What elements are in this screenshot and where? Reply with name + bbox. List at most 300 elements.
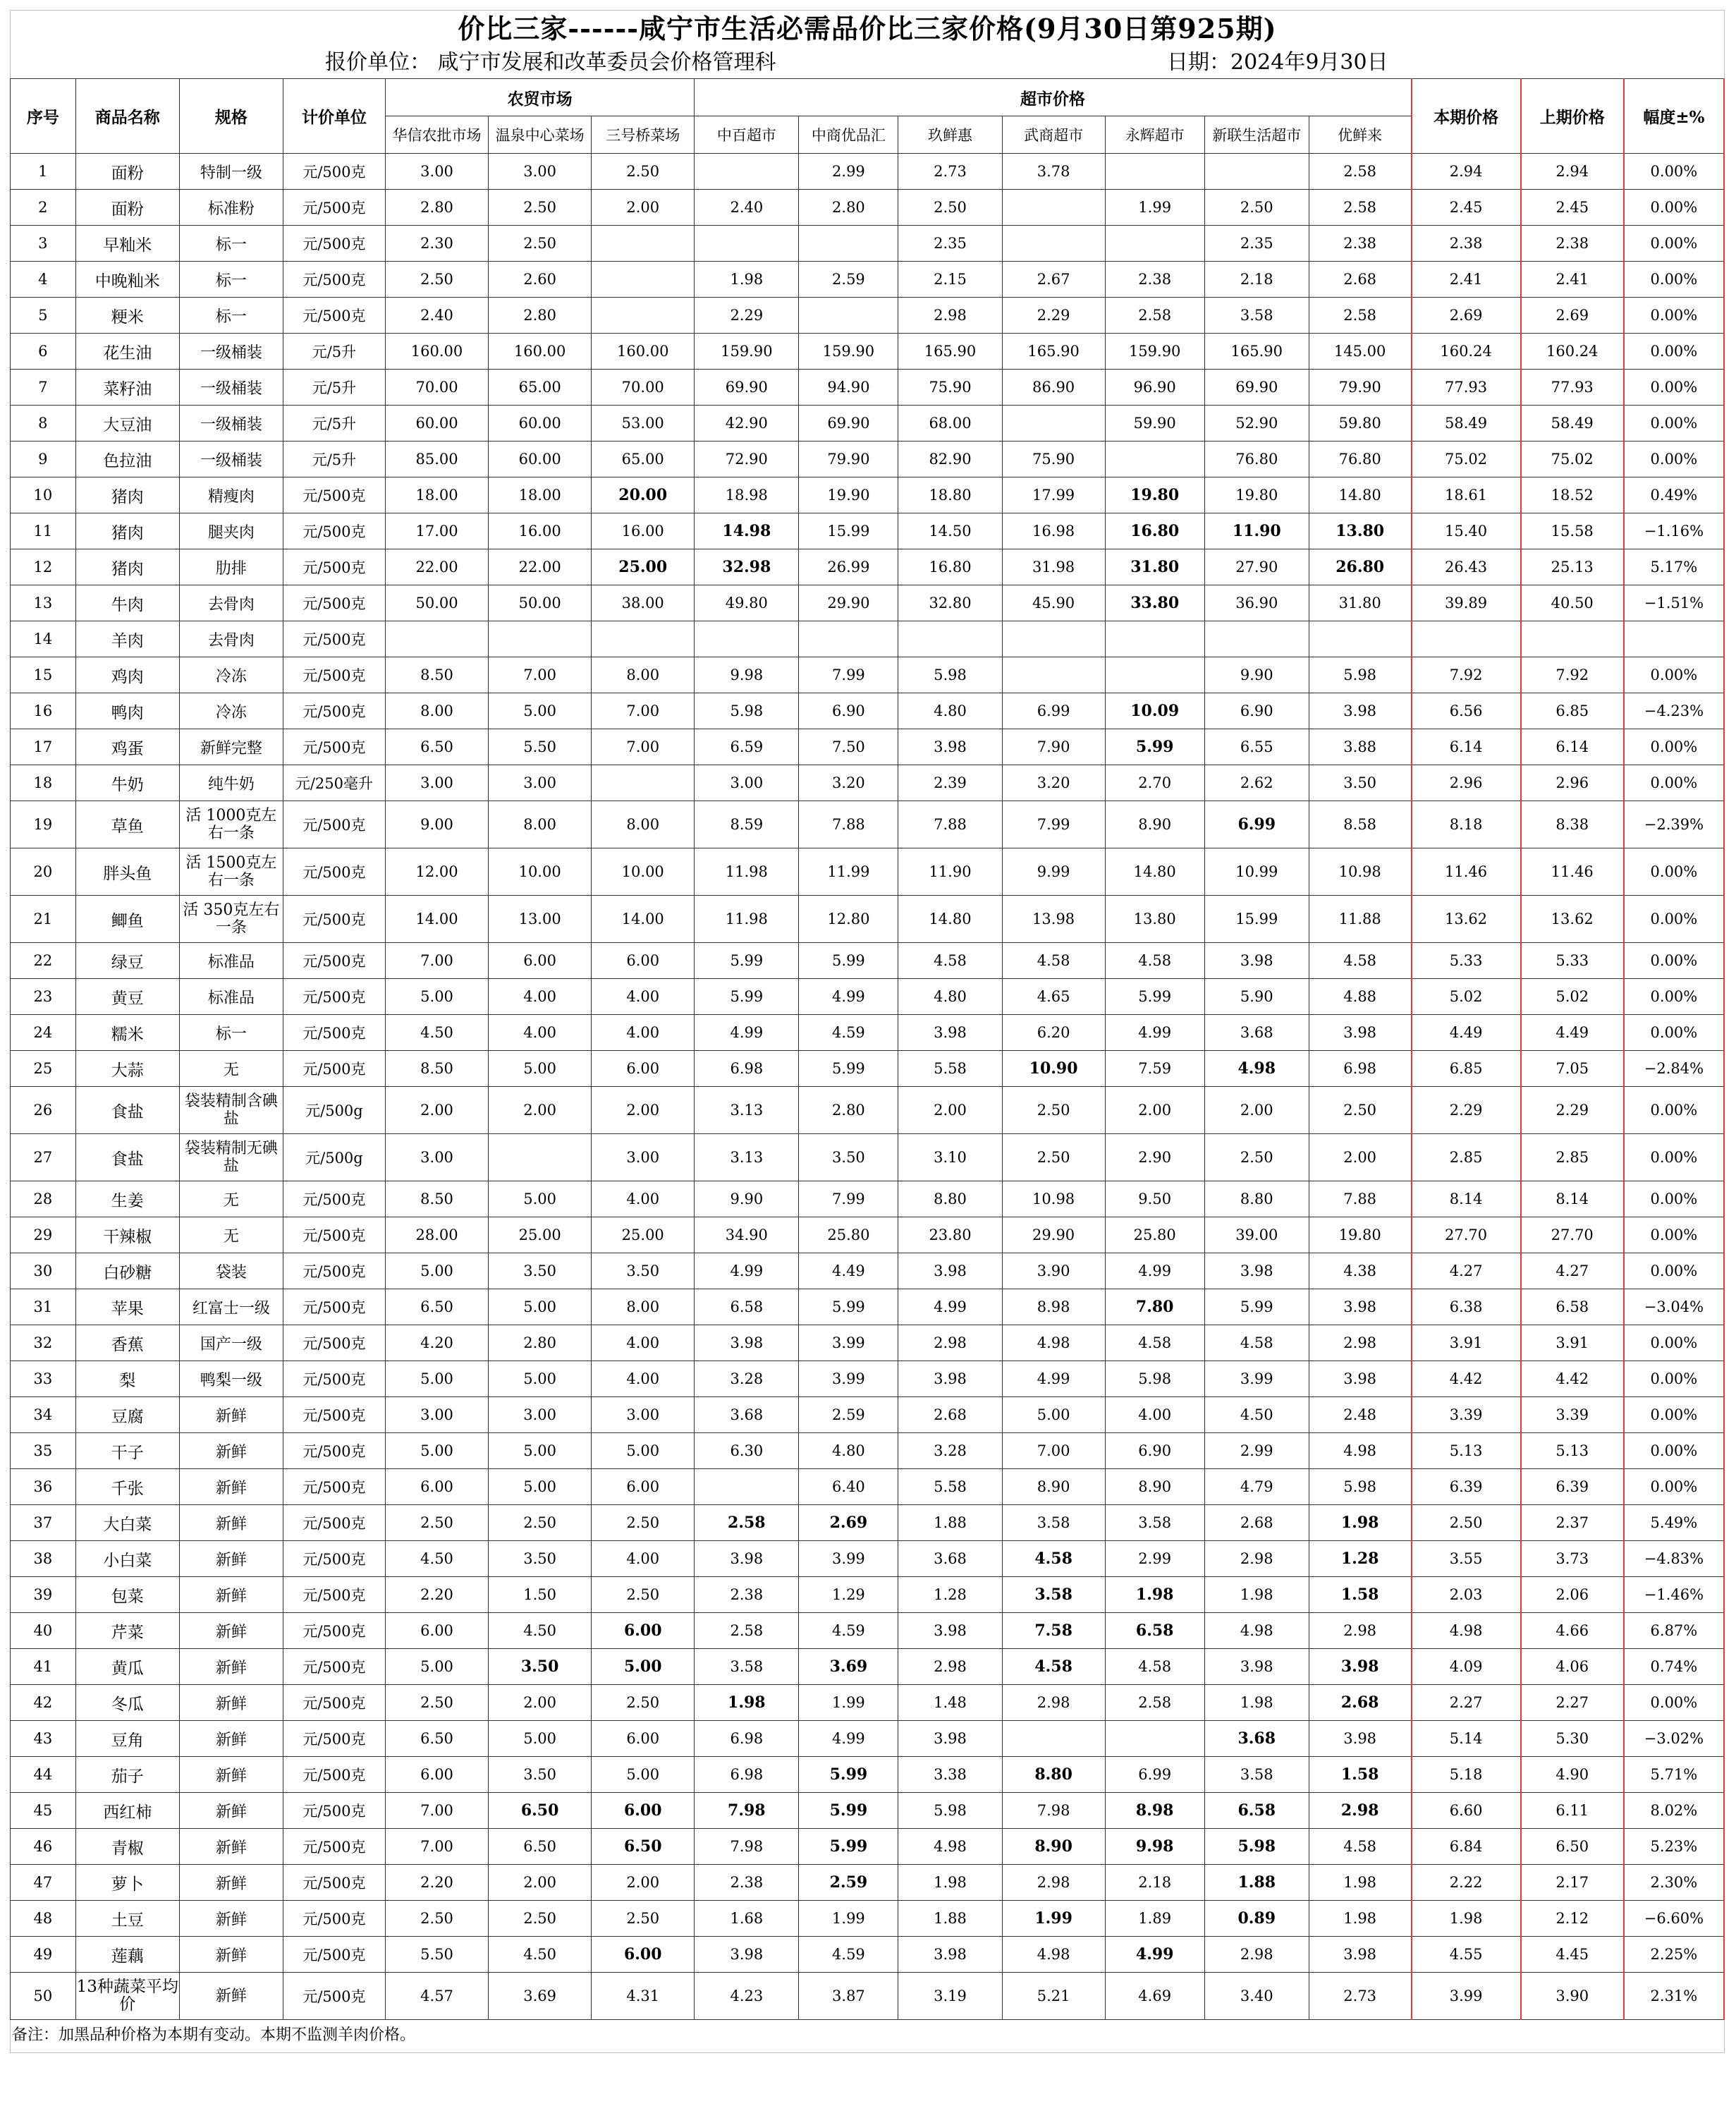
price-cell: 2.50 xyxy=(592,154,695,190)
price-cell: 76.80 xyxy=(1309,442,1411,477)
header-market-2: 三号桥菜场 xyxy=(592,116,695,154)
price-cell: 8.50 xyxy=(386,1181,489,1217)
current-price-cell: 6.84 xyxy=(1412,1829,1521,1865)
previous-price-cell: 6.58 xyxy=(1521,1289,1624,1325)
previous-price-cell: 11.46 xyxy=(1521,848,1624,896)
price-cell: 5.98 xyxy=(1309,1469,1411,1505)
price-cell: 12.80 xyxy=(799,896,898,943)
row-seq: 25 xyxy=(11,1051,76,1087)
row-unit: 元/5升 xyxy=(283,442,385,477)
price-cell: 6.00 xyxy=(592,1051,695,1087)
row-unit: 元/500克 xyxy=(283,979,385,1015)
price-cell: 4.65 xyxy=(1002,979,1105,1015)
previous-price-cell: 4.06 xyxy=(1521,1649,1624,1685)
price-cell: 6.59 xyxy=(695,729,799,765)
price-cell: 3.98 xyxy=(1309,693,1411,729)
row-unit: 元/500克 xyxy=(283,154,385,190)
price-cell: 5.00 xyxy=(489,1721,592,1757)
row-item-name: 面粉 xyxy=(75,190,179,226)
price-cell: 3.19 xyxy=(898,1973,1002,2020)
change-cell: −2.84% xyxy=(1624,1051,1724,1087)
price-cell: 160.00 xyxy=(386,334,489,370)
row-seq: 9 xyxy=(11,442,76,477)
price-cell xyxy=(1204,621,1309,657)
price-cell: 3.20 xyxy=(1002,765,1105,801)
header-market-3: 中百超市 xyxy=(695,116,799,154)
price-cell: 7.99 xyxy=(1002,801,1105,848)
header-spec: 规格 xyxy=(179,79,283,154)
price-cell: 18.80 xyxy=(898,477,1002,513)
reporting-unit: 报价单位： 咸宁市发展和改革委员会价格管理科 xyxy=(325,50,776,75)
row-unit: 元/500克 xyxy=(283,801,385,848)
current-price-cell: 15.40 xyxy=(1412,513,1521,549)
price-cell: 4.99 xyxy=(695,1253,799,1289)
price-cell: 5.99 xyxy=(695,943,799,979)
price-cell: 1.98 xyxy=(1105,1577,1204,1613)
row-spec: 新鲜 xyxy=(179,1649,283,1685)
price-cell: 10.99 xyxy=(1204,848,1309,896)
price-cell: 3.28 xyxy=(898,1433,1002,1469)
price-cell: 8.50 xyxy=(386,1051,489,1087)
price-cell: 31.98 xyxy=(1002,549,1105,585)
price-cell: 7.98 xyxy=(695,1829,799,1865)
price-cell: 5.99 xyxy=(1204,1289,1309,1325)
change-cell: 0.00% xyxy=(1624,262,1724,298)
row-spec: 新鲜 xyxy=(179,1685,283,1721)
row-item-name: 猪肉 xyxy=(75,513,179,549)
table-row xyxy=(11,765,1725,801)
row-seq: 42 xyxy=(11,1685,76,1721)
row-unit: 元/500克 xyxy=(283,298,385,334)
price-cell: 4.79 xyxy=(1204,1469,1309,1505)
price-cell: 4.58 xyxy=(1105,1325,1204,1361)
row-unit: 元/500克 xyxy=(283,621,385,657)
current-price-cell: 2.45 xyxy=(1412,190,1521,226)
price-cell: 2.80 xyxy=(489,298,592,334)
price-cell: 1.50 xyxy=(489,1577,592,1613)
current-price-cell: 5.18 xyxy=(1412,1757,1521,1793)
price-cell: 2.58 xyxy=(695,1613,799,1649)
price-cell: 4.00 xyxy=(592,1325,695,1361)
price-cell: 4.99 xyxy=(799,1721,898,1757)
row-seq: 13 xyxy=(11,585,76,621)
price-cell: 2.80 xyxy=(799,190,898,226)
table-row xyxy=(11,1325,1725,1361)
price-cell: 10.98 xyxy=(1309,848,1411,896)
row-item-name: 茄子 xyxy=(75,1757,179,1793)
price-cell: 5.00 xyxy=(1002,1397,1105,1433)
table-row xyxy=(11,1051,1725,1087)
price-cell: 159.90 xyxy=(1105,334,1204,370)
price-cell: 3.40 xyxy=(1204,1973,1309,2020)
price-cell: 3.98 xyxy=(898,1361,1002,1397)
price-cell: 6.40 xyxy=(799,1469,898,1505)
price-cell xyxy=(1002,190,1105,226)
price-cell: 2.00 xyxy=(386,1087,489,1134)
row-spec: 新鲜完整 xyxy=(179,729,283,765)
change-cell: 5.71% xyxy=(1624,1757,1724,1793)
price-cell: 34.90 xyxy=(695,1217,799,1253)
row-item-name: 白砂糖 xyxy=(75,1253,179,1289)
row-seq: 30 xyxy=(11,1253,76,1289)
row-item-name: 鸡蛋 xyxy=(75,729,179,765)
price-cell: 3.50 xyxy=(489,1541,592,1577)
row-item-name: 土豆 xyxy=(75,1901,179,1937)
change-cell: 5.23% xyxy=(1624,1829,1724,1865)
price-cell: 18.98 xyxy=(695,477,799,513)
price-cell xyxy=(592,226,695,262)
table-row xyxy=(11,298,1725,334)
price-cell xyxy=(898,621,1002,657)
table-row xyxy=(11,729,1725,765)
table-row xyxy=(11,1901,1725,1937)
price-cell xyxy=(592,765,695,801)
row-item-name: 青椒 xyxy=(75,1829,179,1865)
price-cell: 4.58 xyxy=(1105,1649,1204,1685)
price-cell xyxy=(592,621,695,657)
previous-price-cell: 2.27 xyxy=(1521,1685,1624,1721)
price-cell: 2.98 xyxy=(1309,1613,1411,1649)
price-cell: 4.00 xyxy=(592,1181,695,1217)
price-cell: 7.00 xyxy=(1002,1433,1105,1469)
table-row xyxy=(11,1685,1725,1721)
price-cell: 1.98 xyxy=(695,1685,799,1721)
price-cell: 3.98 xyxy=(898,1937,1002,1973)
price-cell: 159.90 xyxy=(799,334,898,370)
row-seq: 39 xyxy=(11,1577,76,1613)
current-price-cell: 3.99 xyxy=(1412,1973,1521,2020)
row-unit: 元/500克 xyxy=(283,1541,385,1577)
row-unit: 元/500克 xyxy=(283,477,385,513)
price-cell: 59.80 xyxy=(1309,406,1411,442)
price-cell: 8.80 xyxy=(1002,1757,1105,1793)
change-cell: 0.00% xyxy=(1624,370,1724,406)
row-unit: 元/500克 xyxy=(283,1649,385,1685)
price-cell: 2.50 xyxy=(386,1505,489,1541)
price-cell: 3.98 xyxy=(1309,1937,1411,1973)
row-spec: 新鲜 xyxy=(179,1793,283,1829)
price-cell: 94.90 xyxy=(799,370,898,406)
row-spec: 新鲜 xyxy=(179,1865,283,1901)
price-cell: 3.00 xyxy=(592,1134,695,1181)
price-cell: 3.98 xyxy=(1309,1361,1411,1397)
price-cell: 3.50 xyxy=(489,1649,592,1685)
price-cell: 160.00 xyxy=(489,334,592,370)
price-cell: 10.90 xyxy=(1002,1051,1105,1087)
price-cell: 25.00 xyxy=(489,1217,592,1253)
previous-price-cell: 3.91 xyxy=(1521,1325,1624,1361)
price-cell: 5.98 xyxy=(695,693,799,729)
row-item-name: 鲫鱼 xyxy=(75,896,179,943)
price-cell: 3.87 xyxy=(799,1973,898,2020)
price-cell: 2.98 xyxy=(898,1325,1002,1361)
previous-price-cell: 25.13 xyxy=(1521,549,1624,585)
price-cell: 2.98 xyxy=(1309,1325,1411,1361)
row-spec: 新鲜 xyxy=(179,1829,283,1865)
price-cell: 2.48 xyxy=(1309,1397,1411,1433)
price-cell: 5.99 xyxy=(799,943,898,979)
price-cell: 6.90 xyxy=(1204,693,1309,729)
price-cell: 4.99 xyxy=(1105,1015,1204,1051)
price-cell: 17.00 xyxy=(386,513,489,549)
price-cell xyxy=(799,621,898,657)
price-cell: 2.50 xyxy=(386,1685,489,1721)
row-item-name: 千张 xyxy=(75,1469,179,1505)
price-cell: 5.98 xyxy=(898,1793,1002,1829)
price-cell: 6.98 xyxy=(1309,1051,1411,1087)
price-cell xyxy=(695,1469,799,1505)
row-item-name: 大豆油 xyxy=(75,406,179,442)
row-item-name: 胖头鱼 xyxy=(75,848,179,896)
row-seq: 31 xyxy=(11,1289,76,1325)
row-unit: 元/500克 xyxy=(283,1469,385,1505)
price-cell: 2.68 xyxy=(1309,262,1411,298)
price-cell: 4.50 xyxy=(489,1613,592,1649)
price-cell: 1.98 xyxy=(695,262,799,298)
table-row xyxy=(11,262,1725,298)
row-seq: 21 xyxy=(11,896,76,943)
row-seq: 11 xyxy=(11,513,76,549)
previous-price-cell: 2.38 xyxy=(1521,226,1624,262)
row-unit: 元/500克 xyxy=(283,1289,385,1325)
row-unit: 元/500克 xyxy=(283,1973,385,2020)
row-item-name: 梨 xyxy=(75,1361,179,1397)
row-spec: 纯牛奶 xyxy=(179,765,283,801)
price-cell: 4.00 xyxy=(592,1541,695,1577)
current-price-cell: 160.24 xyxy=(1412,334,1521,370)
change-cell: 0.00% xyxy=(1624,943,1724,979)
row-seq: 23 xyxy=(11,979,76,1015)
previous-price-cell: 2.94 xyxy=(1521,154,1624,190)
row-spec: 活 1000克左右一条 xyxy=(179,801,283,848)
price-cell: 4.99 xyxy=(799,979,898,1015)
price-cell: 2.00 xyxy=(592,1865,695,1901)
header-change: 幅度±% xyxy=(1624,79,1724,154)
price-cell: 1.98 xyxy=(1204,1685,1309,1721)
price-cell: 7.00 xyxy=(386,943,489,979)
price-cell: 68.00 xyxy=(898,406,1002,442)
current-price-cell: 75.02 xyxy=(1412,442,1521,477)
previous-price-cell: 5.33 xyxy=(1521,943,1624,979)
price-cell: 6.58 xyxy=(695,1289,799,1325)
price-cell: 3.13 xyxy=(695,1134,799,1181)
price-cell: 4.58 xyxy=(1309,943,1411,979)
previous-price-cell: 6.50 xyxy=(1521,1829,1624,1865)
row-unit: 元/500克 xyxy=(283,585,385,621)
price-cell: 6.00 xyxy=(386,1757,489,1793)
price-cell: 6.50 xyxy=(489,1793,592,1829)
row-spec: 无 xyxy=(179,1217,283,1253)
row-spec: 精瘦肉 xyxy=(179,477,283,513)
row-spec: 新鲜 xyxy=(179,1397,283,1433)
price-cell: 5.00 xyxy=(386,1361,489,1397)
price-cell: 2.50 xyxy=(386,262,489,298)
price-cell: 2.58 xyxy=(1309,190,1411,226)
price-cell: 2.59 xyxy=(799,1865,898,1901)
table-row xyxy=(11,585,1725,621)
price-cell: 5.98 xyxy=(1204,1829,1309,1865)
price-cell: 2.00 xyxy=(898,1087,1002,1134)
table-row xyxy=(11,1865,1725,1901)
price-cell: 27.90 xyxy=(1204,549,1309,585)
price-cell xyxy=(695,621,799,657)
price-cell: 3.98 xyxy=(1204,1649,1309,1685)
row-spec: 新鲜 xyxy=(179,1721,283,1757)
row-unit: 元/250毫升 xyxy=(283,765,385,801)
current-price-cell: 1.98 xyxy=(1412,1901,1521,1937)
price-cell: 5.00 xyxy=(489,1289,592,1325)
change-cell: 8.02% xyxy=(1624,1793,1724,1829)
price-cell: 5.50 xyxy=(489,729,592,765)
price-cell: 6.58 xyxy=(1204,1793,1309,1829)
price-cell: 9.99 xyxy=(1002,848,1105,896)
price-cell: 4.00 xyxy=(592,1361,695,1397)
change-cell: 0.00% xyxy=(1624,1685,1724,1721)
price-cell: 17.99 xyxy=(1002,477,1105,513)
header-name: 商品名称 xyxy=(75,79,179,154)
price-cell: 9.90 xyxy=(1204,657,1309,693)
price-cell: 159.90 xyxy=(695,334,799,370)
row-seq: 5 xyxy=(11,298,76,334)
price-cell: 7.88 xyxy=(799,801,898,848)
row-item-name: 食盐 xyxy=(75,1087,179,1134)
price-cell: 2.50 xyxy=(1309,1087,1411,1134)
price-cell: 2.50 xyxy=(898,190,1002,226)
row-unit: 元/5升 xyxy=(283,370,385,406)
change-cell: 0.00% xyxy=(1624,190,1724,226)
row-spec: 肋排 xyxy=(179,549,283,585)
row-unit: 元/5升 xyxy=(283,334,385,370)
price-cell: 3.98 xyxy=(898,729,1002,765)
previous-price-cell: 4.27 xyxy=(1521,1253,1624,1289)
price-cell: 5.00 xyxy=(386,1649,489,1685)
price-cell: 13.00 xyxy=(489,896,592,943)
price-cell: 2.98 xyxy=(1204,1937,1309,1973)
previous-price-cell: 77.93 xyxy=(1521,370,1624,406)
current-price-cell: 58.49 xyxy=(1412,406,1521,442)
price-cell: 6.50 xyxy=(386,1289,489,1325)
price-cell: 3.28 xyxy=(695,1361,799,1397)
price-cell: 2.38 xyxy=(1309,226,1411,262)
price-cell: 2.00 xyxy=(1204,1087,1309,1134)
price-cell: 25.80 xyxy=(1105,1217,1204,1253)
row-spec: 无 xyxy=(179,1181,283,1217)
row-seq: 35 xyxy=(11,1433,76,1469)
header-farm-markets: 农贸市场 xyxy=(386,79,695,116)
row-seq: 7 xyxy=(11,370,76,406)
header-seq: 序号 xyxy=(11,79,76,154)
price-cell: 72.90 xyxy=(695,442,799,477)
change-cell: −4.83% xyxy=(1624,1541,1724,1577)
row-spec: 一级桶装 xyxy=(179,406,283,442)
change-cell: −1.16% xyxy=(1624,513,1724,549)
price-cell: 19.80 xyxy=(1105,477,1204,513)
price-cell: 2.68 xyxy=(1309,1685,1411,1721)
price-cell: 3.00 xyxy=(489,765,592,801)
row-unit: 元/500克 xyxy=(283,262,385,298)
price-cell: 14.80 xyxy=(1309,477,1411,513)
row-seq: 49 xyxy=(11,1937,76,1973)
price-cell: 4.58 xyxy=(1002,943,1105,979)
price-cell: 2.35 xyxy=(1204,226,1309,262)
price-cell: 4.49 xyxy=(799,1253,898,1289)
previous-price-cell: 4.90 xyxy=(1521,1757,1624,1793)
price-cell: 1.99 xyxy=(799,1685,898,1721)
price-cell: 1.48 xyxy=(898,1685,1002,1721)
price-cell: 50.00 xyxy=(489,585,592,621)
row-unit: 元/500克 xyxy=(283,1361,385,1397)
price-cell: 28.00 xyxy=(386,1217,489,1253)
price-cell: 19.80 xyxy=(1204,477,1309,513)
price-cell: 14.00 xyxy=(592,896,695,943)
table-row xyxy=(11,1433,1725,1469)
price-cell: 76.80 xyxy=(1204,442,1309,477)
row-item-name: 萝卜 xyxy=(75,1865,179,1901)
previous-price-cell: 6.39 xyxy=(1521,1469,1624,1505)
row-seq: 50 xyxy=(11,1973,76,2020)
row-item-name: 豆角 xyxy=(75,1721,179,1757)
previous-price-cell: 8.14 xyxy=(1521,1181,1624,1217)
price-cell: 45.90 xyxy=(1002,585,1105,621)
row-seq: 10 xyxy=(11,477,76,513)
current-price-cell: 5.13 xyxy=(1412,1433,1521,1469)
previous-price-cell: 40.50 xyxy=(1521,585,1624,621)
row-spec: 新鲜 xyxy=(179,1973,283,2020)
row-seq: 3 xyxy=(11,226,76,262)
row-item-name: 早籼米 xyxy=(75,226,179,262)
current-price-cell: 4.55 xyxy=(1412,1937,1521,1973)
price-cell: 4.58 xyxy=(1002,1649,1105,1685)
table-row xyxy=(11,621,1725,657)
price-cell: 2.59 xyxy=(799,1397,898,1433)
row-spec: 标一 xyxy=(179,262,283,298)
price-cell: 2.73 xyxy=(898,154,1002,190)
change-cell: 0.00% xyxy=(1624,765,1724,801)
price-cell: 4.38 xyxy=(1309,1253,1411,1289)
current-price-cell: 13.62 xyxy=(1412,896,1521,943)
price-cell: 32.98 xyxy=(695,549,799,585)
previous-price-cell: 4.45 xyxy=(1521,1937,1624,1973)
price-cell: 4.99 xyxy=(898,1289,1002,1325)
row-unit: 元/500克 xyxy=(283,1901,385,1937)
price-cell: 7.99 xyxy=(799,1181,898,1217)
current-price-cell: 77.93 xyxy=(1412,370,1521,406)
row-item-name: 黄豆 xyxy=(75,979,179,1015)
price-cell: 145.00 xyxy=(1309,334,1411,370)
price-cell: 29.90 xyxy=(1002,1217,1105,1253)
row-unit: 元/500克 xyxy=(283,513,385,549)
price-cell: 3.50 xyxy=(489,1757,592,1793)
price-cell: 10.00 xyxy=(592,848,695,896)
row-item-name: 包菜 xyxy=(75,1577,179,1613)
price-cell: 5.99 xyxy=(695,979,799,1015)
price-cell: 3.98 xyxy=(1309,1721,1411,1757)
row-unit: 元/500克 xyxy=(283,1433,385,1469)
current-price-cell: 6.39 xyxy=(1412,1469,1521,1505)
current-price-cell: 4.42 xyxy=(1412,1361,1521,1397)
row-seq: 2 xyxy=(11,190,76,226)
price-cell: 6.00 xyxy=(592,1613,695,1649)
table-row xyxy=(11,1613,1725,1649)
current-price-cell: 8.18 xyxy=(1412,801,1521,848)
price-cell: 7.98 xyxy=(1002,1793,1105,1829)
price-cell: 3.50 xyxy=(799,1134,898,1181)
price-cell: 5.99 xyxy=(799,1793,898,1829)
price-cell: 2.99 xyxy=(1204,1433,1309,1469)
previous-price-cell: 2.37 xyxy=(1521,1505,1624,1541)
price-cell: 3.00 xyxy=(386,1134,489,1181)
price-cell: 3.58 xyxy=(1204,298,1309,334)
